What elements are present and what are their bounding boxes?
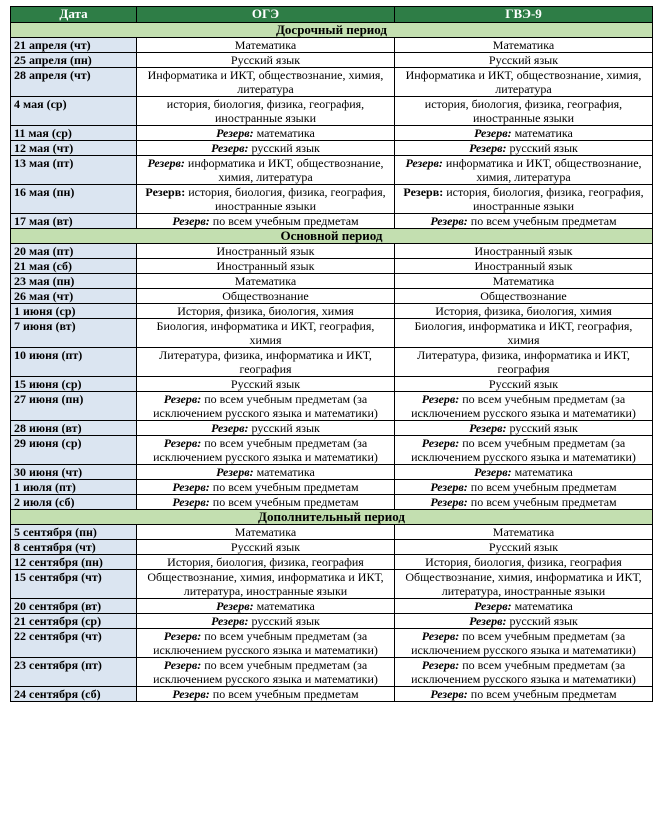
subject-text: история, биология, физика, география, иностранные языки: [443, 185, 644, 213]
exam-date: 7 июня (вт): [11, 319, 137, 348]
gve-subjects: [395, 421, 653, 436]
subject-text: математика: [253, 126, 315, 140]
table-row: [11, 658, 653, 687]
header-oge: ОГЭ: [137, 7, 395, 23]
gve-subjects: [395, 465, 653, 480]
table-row: [11, 156, 653, 185]
table-row: [11, 599, 653, 614]
gve-subjects: [395, 214, 653, 229]
exam-date: 1 июля (пт): [11, 480, 137, 495]
oge-subjects: Математика: [137, 274, 395, 289]
gve-subjects: Математика: [395, 525, 653, 540]
exam-date: 13 мая (пт): [11, 156, 137, 185]
subject-text: русский язык: [248, 614, 320, 628]
subject-text: по всем учебным предметам (за исключением русского языка и математики): [411, 436, 636, 464]
subject-text: по всем учебным предметам: [467, 214, 617, 228]
reserve-label: Резерв:: [474, 126, 512, 140]
reserve-label: Резерв:: [216, 599, 254, 613]
reserve-label: Резерв:: [474, 465, 512, 479]
gve-subjects: [395, 658, 653, 687]
exam-date: 23 сентября (пт): [11, 658, 137, 687]
gve-subjects: Информатика и ИКТ, обществознание, химия, литература: [395, 68, 653, 97]
gve-subjects: [395, 156, 653, 185]
subject-text: история, биология, физика, география, иностранные языки: [185, 185, 386, 213]
exam-date: 21 сентября (ср): [11, 614, 137, 629]
exam-date: 12 сентября (пн): [11, 555, 137, 570]
exam-date: 10 июня (пт): [11, 348, 137, 377]
table-row: [11, 525, 653, 540]
gve-subjects: [395, 687, 653, 702]
gve-subjects: Русский язык: [395, 540, 653, 555]
oge-subjects: [137, 156, 395, 185]
reserve-label: Резерв:: [163, 658, 202, 672]
oge-subjects: [137, 629, 395, 658]
table-row: [11, 244, 653, 259]
section-row: [11, 510, 653, 525]
subject-text: по всем учебным предметам (за исключением русского языка и математики): [411, 658, 636, 686]
exam-date: 20 мая (пт): [11, 244, 137, 259]
oge-subjects: [137, 480, 395, 495]
exam-date: 30 июня (чт): [11, 465, 137, 480]
table-row: [11, 348, 653, 377]
subject-text: информатика и ИКТ, обществознание, химия, литература: [442, 156, 642, 184]
exam-date: 20 сентября (вт): [11, 599, 137, 614]
oge-subjects: Биология, информатика и ИКТ, география, химия: [137, 319, 395, 348]
oge-subjects: Русский язык: [137, 540, 395, 555]
gve-subjects: [395, 629, 653, 658]
table-row: [11, 377, 653, 392]
table-row: [11, 421, 653, 436]
reserve-label: Резерв:: [421, 392, 460, 406]
gve-subjects: [395, 126, 653, 141]
oge-subjects: [137, 392, 395, 421]
section-title: Основной период: [11, 229, 653, 244]
reserve-label: Резерв:: [211, 421, 249, 435]
oge-subjects: [137, 614, 395, 629]
section-title: Досрочный период: [11, 23, 653, 38]
gve-subjects: [395, 480, 653, 495]
exam-date: 2 июля (сб): [11, 495, 137, 510]
reserve-label: Резерв:: [430, 480, 468, 494]
schedule-body: [11, 23, 653, 702]
oge-subjects: История, биология, физика, география: [137, 555, 395, 570]
exam-date: 1 июня (ср): [11, 304, 137, 319]
subject-text: по всем учебным предметам (за исключением русского языка и математики): [153, 436, 378, 464]
gve-subjects: Обществознание, химия, информатика и ИКТ, литература, иностранные языки: [395, 570, 653, 599]
subject-text: русский язык: [506, 141, 578, 155]
oge-subjects: [137, 126, 395, 141]
oge-subjects: [137, 185, 395, 214]
exam-date: 16 мая (пн): [11, 185, 137, 214]
table-row: [11, 570, 653, 599]
oge-subjects: Обществознание: [137, 289, 395, 304]
exam-date: 21 апреля (чт): [11, 38, 137, 53]
header-row: [11, 7, 653, 23]
reserve-label: Резерв:: [430, 214, 468, 228]
gve-subjects: [395, 392, 653, 421]
table-row: [11, 53, 653, 68]
exam-date: 21 мая (сб): [11, 259, 137, 274]
subject-text: русский язык: [248, 141, 320, 155]
oge-subjects: Иностранный язык: [137, 259, 395, 274]
table-row: [11, 185, 653, 214]
reserve-label: Резерв:: [421, 658, 460, 672]
subject-text: по всем учебным предметам (за исключением русского языка и математики): [411, 629, 636, 657]
section-row: [11, 23, 653, 38]
reserve-label: Резерв:: [469, 614, 507, 628]
oge-subjects: История, физика, биология, химия: [137, 304, 395, 319]
table-row: [11, 126, 653, 141]
oge-subjects: Литература, физика, информатика и ИКТ, география: [137, 348, 395, 377]
subject-text: русский язык: [506, 421, 578, 435]
subject-text: математика: [511, 599, 573, 613]
exam-date: 28 апреля (чт): [11, 68, 137, 97]
table-row: [11, 392, 653, 421]
reserve-label: Резерв:: [430, 495, 468, 509]
gve-subjects: [395, 141, 653, 156]
table-row: [11, 319, 653, 348]
exam-date: 12 мая (чт): [11, 141, 137, 156]
table-row: [11, 274, 653, 289]
reserve-label: Резерв:: [172, 495, 210, 509]
oge-subjects: [137, 658, 395, 687]
reserve-label: Резерв:: [172, 214, 210, 228]
header-date: Дата: [11, 7, 137, 23]
subject-text: по всем учебным предметам (за исключением русского языка и математики): [153, 629, 378, 657]
reserve-label: Резерв:: [163, 629, 202, 643]
gve-subjects: Математика: [395, 38, 653, 53]
exam-date: 22 сентября (чт): [11, 629, 137, 658]
gve-subjects: История, биология, физика, география: [395, 555, 653, 570]
subject-text: по всем учебным предметам: [467, 495, 617, 509]
exam-date: 11 мая (ср): [11, 126, 137, 141]
gve-subjects: история, биология, физика, география, иностранные языки: [395, 97, 653, 126]
subject-text: по всем учебным предметам (за исключением русского языка и математики): [153, 658, 378, 686]
reserve-label: Резерв:: [469, 141, 507, 155]
gve-subjects: Обществознание: [395, 289, 653, 304]
subject-text: по всем учебным предметам (за исключением русского языка и математики): [153, 392, 378, 420]
gve-subjects: Русский язык: [395, 377, 653, 392]
gve-subjects: Биология, информатика и ИКТ, география, химия: [395, 319, 653, 348]
exam-date: 4 мая (ср): [11, 97, 137, 126]
oge-subjects: Математика: [137, 38, 395, 53]
gve-subjects: Литература, физика, информатика и ИКТ, география: [395, 348, 653, 377]
oge-subjects: [137, 599, 395, 614]
exam-date: 28 июня (вт): [11, 421, 137, 436]
oge-subjects: Иностранный язык: [137, 244, 395, 259]
exam-date: 25 апреля (пн): [11, 53, 137, 68]
exam-date: 8 сентября (чт): [11, 540, 137, 555]
subject-text: по всем учебным предметам: [467, 687, 617, 701]
table-row: [11, 289, 653, 304]
reserve-label: Резерв:: [216, 465, 254, 479]
table-row: [11, 614, 653, 629]
table-row: [11, 214, 653, 229]
reserve-label: Резерв:: [430, 687, 468, 701]
oge-subjects: Русский язык: [137, 53, 395, 68]
exam-date: 17 мая (вт): [11, 214, 137, 229]
exam-date: 5 сентября (пн): [11, 525, 137, 540]
gve-subjects: [395, 436, 653, 465]
subject-text: русский язык: [248, 421, 320, 435]
oge-subjects: Математика: [137, 525, 395, 540]
subject-text: по всем учебным предметам: [209, 495, 359, 509]
reserve-label: Резерв:: [216, 126, 254, 140]
exam-schedule-table: [10, 6, 653, 702]
subject-text: по всем учебным предметам: [209, 214, 359, 228]
table-row: [11, 436, 653, 465]
oge-subjects: [137, 465, 395, 480]
gve-subjects: Иностранный язык: [395, 244, 653, 259]
gve-subjects: [395, 495, 653, 510]
reserve-label: Резерв:: [469, 421, 507, 435]
oge-subjects: Обществознание, химия, информатика и ИКТ, литература, иностранные языки: [137, 570, 395, 599]
oge-subjects: [137, 687, 395, 702]
table-row: [11, 495, 653, 510]
subject-text: по всем учебным предметам (за исключением русского языка и математики): [411, 392, 636, 420]
oge-subjects: Русский язык: [137, 377, 395, 392]
subject-text: русский язык: [506, 614, 578, 628]
table-row: [11, 97, 653, 126]
gve-subjects: [395, 599, 653, 614]
table-row: [11, 141, 653, 156]
oge-subjects: [137, 421, 395, 436]
reserve-label: Резерв:: [163, 392, 202, 406]
reserve-label: Резерв:: [172, 480, 210, 494]
reserve-label: Резерв:: [172, 687, 210, 701]
gve-subjects: [395, 185, 653, 214]
header-gve: ГВЭ-9: [395, 7, 653, 23]
table-row: [11, 465, 653, 480]
exam-date: 23 мая (пн): [11, 274, 137, 289]
oge-subjects: история, биология, физика, география, иностранные языки: [137, 97, 395, 126]
subject-text: по всем учебным предметам: [209, 480, 359, 494]
oge-subjects: [137, 436, 395, 465]
oge-subjects: [137, 214, 395, 229]
gve-subjects: Математика: [395, 274, 653, 289]
table-row: [11, 259, 653, 274]
reserve-label: Резерв:: [405, 156, 443, 170]
table-row: [11, 480, 653, 495]
table-row: [11, 555, 653, 570]
reserve-label: Резерв:: [421, 436, 460, 450]
subject-text: по всем учебным предметам: [209, 687, 359, 701]
exam-date: 26 мая (чт): [11, 289, 137, 304]
oge-subjects: [137, 495, 395, 510]
section-title: Дополнительный период: [11, 510, 653, 525]
reserve-label: Резерв:: [211, 141, 249, 155]
subject-text: математика: [511, 465, 573, 479]
reserve-label: Резерв:: [147, 156, 185, 170]
reserve-label: Резерв:: [474, 599, 512, 613]
oge-subjects: [137, 141, 395, 156]
exam-date: 15 июня (ср): [11, 377, 137, 392]
exam-date: 29 июня (ср): [11, 436, 137, 465]
reserve-label: Резерв:: [421, 629, 460, 643]
reserve-label: Резерв:: [163, 436, 202, 450]
gve-subjects: Иностранный язык: [395, 259, 653, 274]
table-row: [11, 629, 653, 658]
exam-date: 24 сентября (сб): [11, 687, 137, 702]
reserve-label: Резерв:: [145, 185, 186, 199]
subject-text: по всем учебным предметам: [467, 480, 617, 494]
table-row: [11, 38, 653, 53]
subject-text: математика: [253, 599, 315, 613]
gve-subjects: Русский язык: [395, 53, 653, 68]
section-row: [11, 229, 653, 244]
gve-subjects: [395, 614, 653, 629]
subject-text: математика: [511, 126, 573, 140]
table-row: [11, 68, 653, 97]
gve-subjects: История, физика, биология, химия: [395, 304, 653, 319]
reserve-label: Резерв:: [403, 185, 444, 199]
reserve-label: Резерв:: [211, 614, 249, 628]
table-row: [11, 304, 653, 319]
subject-text: математика: [253, 465, 315, 479]
table-row: [11, 687, 653, 702]
subject-text: информатика и ИКТ, обществознание, химия, литература: [184, 156, 384, 184]
exam-date: 15 сентября (чт): [11, 570, 137, 599]
table-row: [11, 540, 653, 555]
oge-subjects: Информатика и ИКТ, обществознание, химия, литература: [137, 68, 395, 97]
exam-date: 27 июня (пн): [11, 392, 137, 421]
